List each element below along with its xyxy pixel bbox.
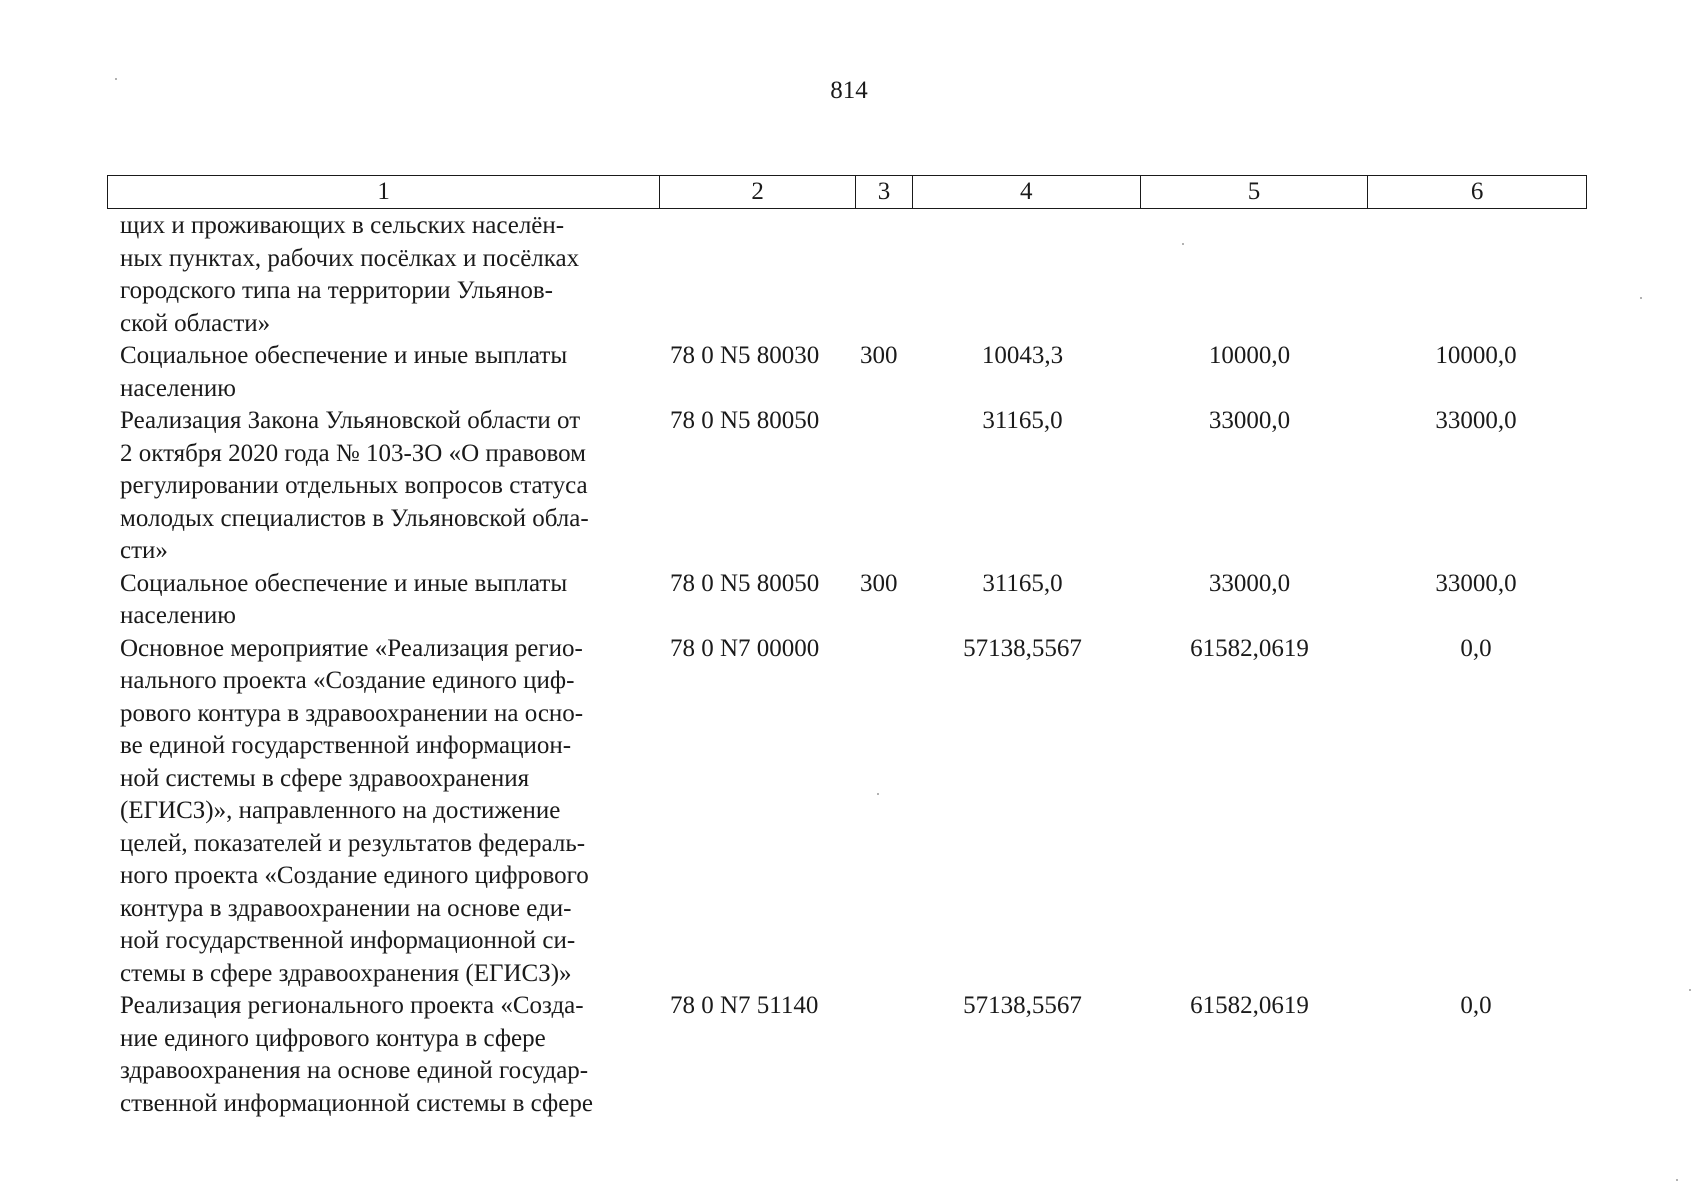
description-line: целей, показателей и результатов федераль-: [120, 829, 586, 857]
scan-speck: [1676, 1179, 1678, 1181]
description-line: Социальное обеспечение и иные выплаты: [120, 569, 568, 597]
row-amount-col5: 61582,0619: [1190, 634, 1309, 662]
column-header-6: 6: [1470, 178, 1484, 205]
row-amount-col5: 10000,0: [1208, 342, 1291, 369]
scan-speck: [1689, 989, 1691, 991]
row-description: [120, 210, 647, 340]
description-line: щих и проживающих в сельских населён-: [120, 212, 565, 239]
description-line: молодых специалистов в Ульяновской обла-: [120, 504, 589, 532]
row-amount-col6: 33000,0: [1435, 569, 1517, 597]
column-header-3: 3: [856, 176, 913, 208]
description-line: сти»: [120, 537, 168, 564]
scan-speck: [1182, 243, 1184, 245]
description-line: городского типа на территории Ульянов-: [120, 277, 554, 304]
row-amount-col4: 10043,3: [981, 342, 1064, 369]
description-line: ного проекта «Создание единого цифрового: [120, 862, 589, 889]
row-amount-col4: 31165,0: [982, 407, 1063, 434]
row-amount-col5: 33000,0: [1208, 407, 1291, 434]
description-line: ственной информационной системы в сфере: [120, 1089, 593, 1117]
row-expense-type: 300: [860, 569, 898, 597]
row-amount-col6: 0,0: [1460, 992, 1492, 1019]
column-header-5: 5: [1141, 176, 1369, 208]
row-target-code: 78 0 N7 51140: [670, 992, 819, 1019]
description-line: Основное мероприятие «Реализация регио-: [120, 634, 583, 662]
scan-speck: [115, 78, 117, 80]
column-header-4: 4: [913, 176, 1141, 208]
column-header-2: 2: [660, 176, 856, 208]
scan-speck: [877, 793, 879, 795]
row-amount-col4: 57138,5567: [963, 992, 1082, 1019]
column-header-row: [107, 175, 1587, 209]
row-expense-type: 300: [860, 342, 898, 369]
row-amount-col5: 33000,0: [1208, 569, 1291, 597]
row-target-code: 78 0 N7 00000: [670, 634, 820, 662]
description-line: ве единой государственной информацион-: [120, 732, 572, 759]
row-target-code: 78 0 N5 80050: [670, 407, 820, 434]
description-line: ной системы в сфере здравоохранения: [120, 764, 530, 792]
row-description: [120, 405, 647, 568]
description-line: контура в здравоохранении на основе еди-: [120, 894, 572, 922]
description-line: Социальное обеспечение и иные выплаты: [120, 342, 568, 369]
description-line: ние единого цифрового контура в сфере: [120, 1024, 546, 1052]
page-number: 814: [830, 77, 868, 104]
description-line: Реализация Закона Ульяновской области от: [120, 407, 581, 434]
row-target-code: 78 0 N5 80030: [670, 342, 820, 369]
description-line: (ЕГИСЗ)», направленного на достижение: [120, 797, 561, 824]
row-description: [120, 340, 647, 405]
description-line: стемы в сфере здравоохранения (ЕГИСЗ)»: [120, 959, 572, 987]
row-amount-col4: 31165,0: [982, 569, 1063, 597]
description-line: здравоохранения на основе единой государ-: [120, 1057, 589, 1084]
row-amount-col6: 10000,0: [1435, 342, 1517, 369]
row-amount-col6: 33000,0: [1435, 407, 1517, 434]
row-target-code: 78 0 N5 80050: [670, 569, 820, 597]
column-header-1: 1: [108, 176, 660, 208]
row-amount-col5: 61582,0619: [1190, 992, 1309, 1019]
row-description: [120, 633, 647, 991]
description-line: ной государственной информационной си-: [120, 927, 576, 954]
row-amount-col6: 0,0: [1460, 634, 1492, 662]
row-amount-col4: 57138,5567: [963, 634, 1082, 662]
description-line: Реализация регионального проекта «Созда-: [120, 992, 584, 1019]
description-line: ской области»: [120, 309, 271, 337]
row-description: [120, 568, 647, 633]
scan-speck: [1640, 297, 1642, 299]
description-line: 2 октября 2020 года № 103-ЗО «О правовом: [120, 439, 587, 467]
row-description: [120, 990, 647, 1120]
description-line: регулировании отдельных вопросов статуса: [120, 472, 588, 499]
description-line: населению: [120, 374, 236, 402]
description-line: ных пунктах, рабочих посёлках и посёлках: [120, 244, 580, 272]
description-line: населению: [120, 602, 236, 629]
description-line: нального проекта «Создание единого циф-: [120, 667, 575, 694]
description-line: рового контура в здравоохранении на осно-: [120, 699, 584, 727]
